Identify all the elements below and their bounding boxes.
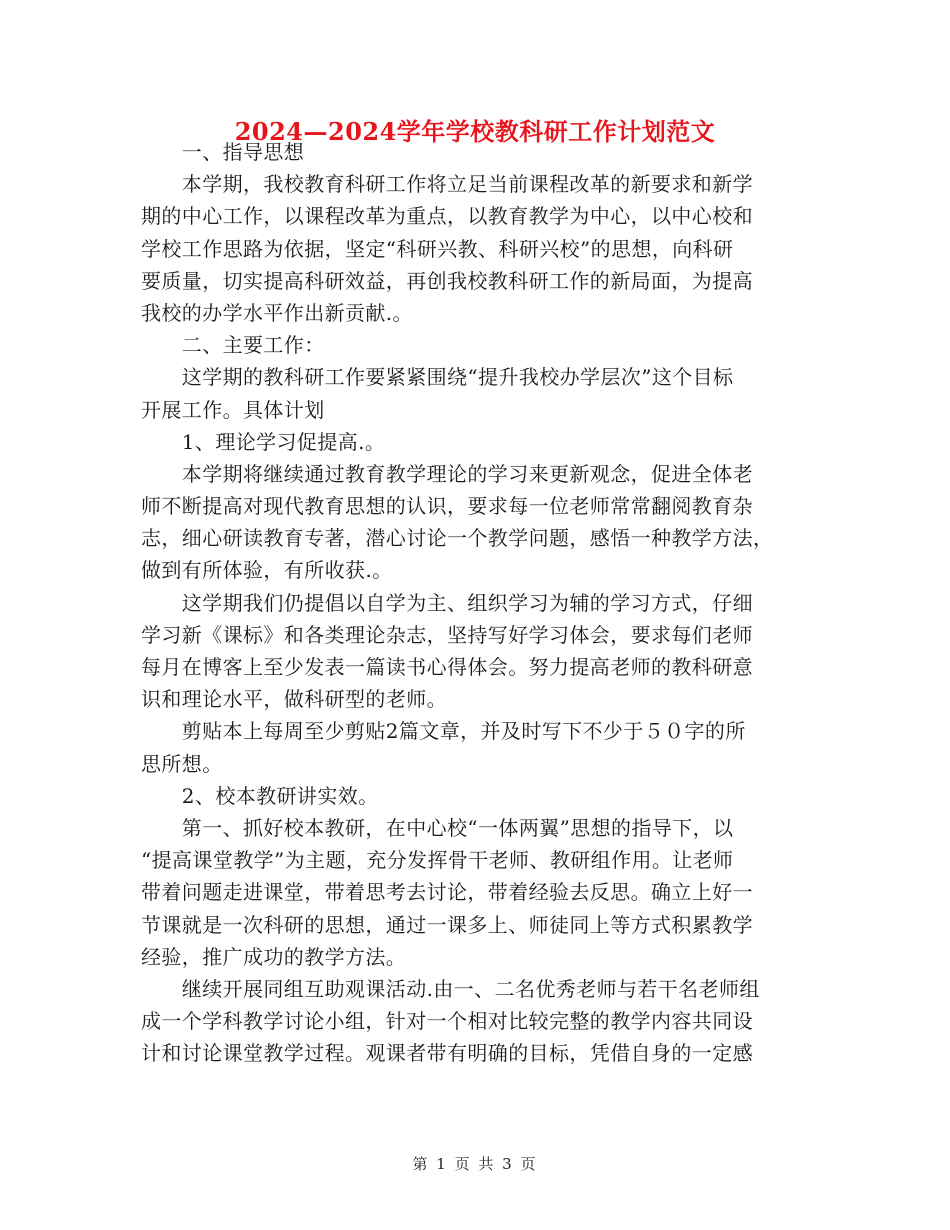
body-line: 成一个学科教学讨论小组，针对一个相对比较完整的教学内容共同设 — [141, 1009, 753, 1034]
body-line: 计和讨论课堂教学过程。观课者带有明确的目标，凭借自身的一定感 — [141, 1041, 753, 1066]
body-line: 期的中心工作，以课程改革为重点，以教育教学为中心，以中心校和 — [141, 204, 753, 229]
body-line: 节课就是一次科研的思想，通过一课多上、师徒同上等方式积累教学 — [141, 912, 753, 937]
page-footer: 第 1 页 共 3 页 — [412, 1155, 538, 1173]
body-line: 剪贴本上每周至少剪贴2篇文章，并及时写下不少于５０字的所 — [141, 719, 746, 744]
document-title: 2024—2024学年学校教科研工作计划范文 — [234, 117, 716, 146]
body-line: 这学期的教科研工作要紧紧围绕“提升我校办学层次”这个目标 — [141, 365, 734, 390]
body-line: 1、理论学习促提高.。 — [141, 429, 386, 454]
body-line: 二、主要工作： — [141, 333, 325, 358]
body-line: 学习新《课标》和各类理论杂志，坚持写好学习体会，要求每们老师 — [141, 622, 753, 647]
body-line: 本学期，我校教育科研工作将立足当前课程改革的新要求和新学 — [141, 172, 753, 197]
body-line: 要质量，切实提高科研效益，再创我校教科研工作的新局面，为提高 — [141, 268, 753, 293]
body-line: 我校的办学水平作出新贡献.。 — [141, 300, 413, 325]
body-line: 师不断提高对现代教育思想的认识，要求每一位老师常常翻阅教育杂 — [141, 494, 753, 519]
body-line: 做到有所体验，有所收获.。 — [141, 558, 393, 583]
body-line: 这学期我们仍提倡以自学为主、组织学习为辅的学习方式，仔细 — [141, 590, 753, 615]
body-line: 本学期将继续通过教育教学理论的学习来更新观念，促进全体老 — [141, 461, 753, 486]
document-body — [141, 136, 801, 1069]
body-line: 2、校本教研讲实效。 — [141, 783, 379, 808]
body-line: 开展工作。具体计划 — [141, 397, 325, 422]
body-line: 志，细心研读教育专著，潜心讨论一个教学问题，感悟一种教学方法， — [141, 526, 774, 551]
body-line: 识和理论水平，做科研型的老师。 — [141, 687, 447, 712]
body-line: 每月在博客上至少发表一篇读书心得体会。努力提高老师的教科研意 — [141, 655, 753, 679]
body-line: 思所想。 — [141, 751, 223, 776]
body-line: 学校工作思路为依据，坚定“科研兴教、科研兴校”的思想，向科研 — [141, 236, 734, 261]
body-line: 经验，推广成功的教学方法。 — [141, 944, 407, 969]
body-line: 带着问题走进课堂，带着思考去讨论，带着经验去反思。确立上好一 — [141, 880, 753, 905]
body-line: “提高课堂教学”为主题，充分发挥骨干老师、教研组作用。让老师 — [141, 848, 734, 873]
body-line: 第一、抓好校本教研，在中心校“一体两翼”思想的指导下，以 — [141, 815, 734, 840]
body-line: 一、指导思想 — [141, 140, 305, 164]
body-line: 继续开展同组互助观课活动.由一、二名优秀老师与若干名老师组 — [141, 976, 760, 1001]
